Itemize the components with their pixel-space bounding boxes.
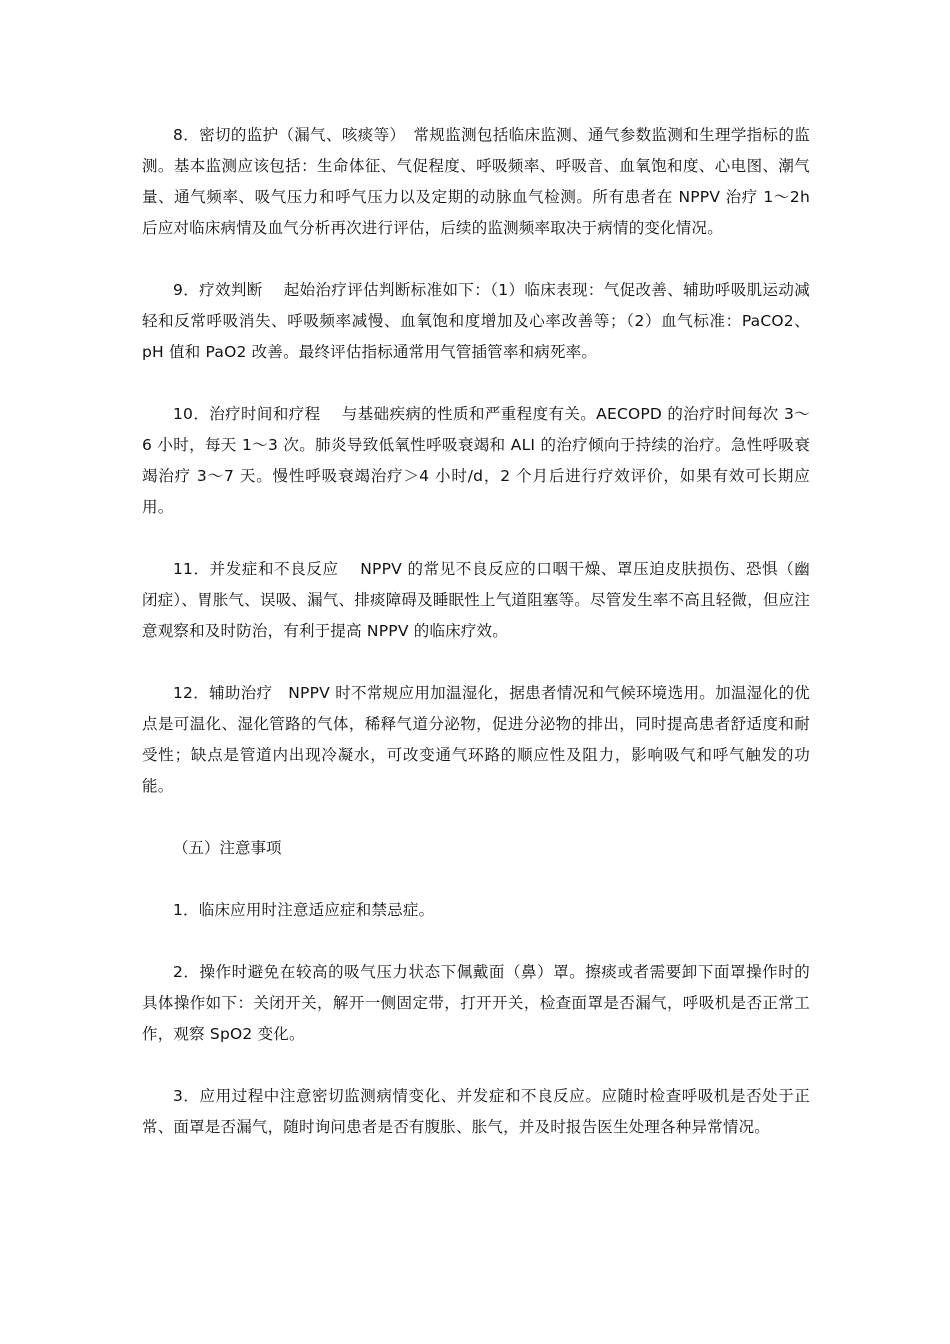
paragraph-gap (142, 926, 810, 957)
paragraph-complications: 11．并发症和不良反应 NPPV 的常见不良反应的口咽干燥、罩压迫皮肤损伤、恐惧（幽闭症）、胃胀气、误吸、漏气、排痰障碍及睡眠性上气道阻塞等。尽管发生率不高且轻微，但应注意观察和及时防治，有利于提高 NPPV 的临床疗效。 (142, 560, 810, 640)
note-item-2: 2．操作时避免在较高的吸气压力状态下佩戴面（鼻）罩。擦痰或者需要卸下面罩操作时的具体操作如下：关闭开关，解开一侧固定带，打开开关，检查面罩是否漏气，呼吸机是否正常工作，观察 SpO2 变化。 (142, 963, 810, 1043)
note-item-1: 1．临床应用时注意适应症和禁忌症。 (173, 901, 435, 919)
paragraph-gap (142, 1050, 810, 1081)
note-item-3: 3．应用过程中注意密切监测病情变化、并发症和不良反应。应随时检查呼吸机是否处于正常、面罩是否漏气，随时询问患者是否有腹胀、胀气，并及时报告医生处理各种异常情况。 (142, 1087, 810, 1136)
paragraph-gap (142, 802, 810, 833)
paragraph-adjunct-therapy: 12．辅助治疗 NPPV 时不常规应用加温湿化，据患者情况和气候环境选用。加温湿化的优点是可温化、湿化管路的气体，稀释气道分泌物，促进分泌物的排出，同时提高患者舒适度和耐受性；缺点是管道内出现冷凝水，可改变通气环路的顺应性及阻力，影响吸气和呼气触发的功能。 (142, 684, 810, 795)
section-heading: （五）注意事项 (173, 839, 282, 857)
document-page (142, 120, 810, 1143)
paragraph-monitoring: 8．密切的监护（漏气、咳痰等） 常规监测包括临床监测、通气参数监测和生理学指标的监测。基本监测应该包括：生命体征、气促程度、呼吸频率、呼吸音、血氧饱和度、心电图、潮气量、通气频率、吸气压力和呼气压力以及定期的动脉血气检测。所有患者在 NPPV 治疗 1～2h 后应对临床病情及血气分析再次进行评估，后续的监测频率取决于病情的变化情况。 (142, 126, 810, 237)
paragraph-gap (142, 647, 810, 678)
paragraph-gap (142, 523, 810, 554)
paragraph-duration: 10．治疗时间和疗程 与基础疾病的性质和严重程度有关。AECOPD 的治疗时间每次 3～6 小时，每天 1～3 次。肺炎导致低氧性呼吸衰竭和 ALI 的治疗倾向于持续的治疗。急性呼吸衰竭治疗 3～7 天。慢性呼吸衰竭治疗＞4 小时/d，2 个月后进行疗效评价，如果有效可长期应用。 (142, 405, 810, 516)
paragraph-gap (142, 864, 810, 895)
paragraph-gap (142, 244, 810, 275)
paragraph-gap (142, 368, 810, 399)
paragraph-efficacy: 9．疗效判断 起始治疗评估判断标准如下：（1）临床表现：气促改善、辅助呼吸肌运动减轻和反常呼吸消失、呼吸频率减慢、血氧饱和度增加及心率改善等；（2）血气标准：PaCO2、pH 值和 PaO2 改善。最终评估指标通常用气管插管率和病死率。 (142, 281, 810, 361)
